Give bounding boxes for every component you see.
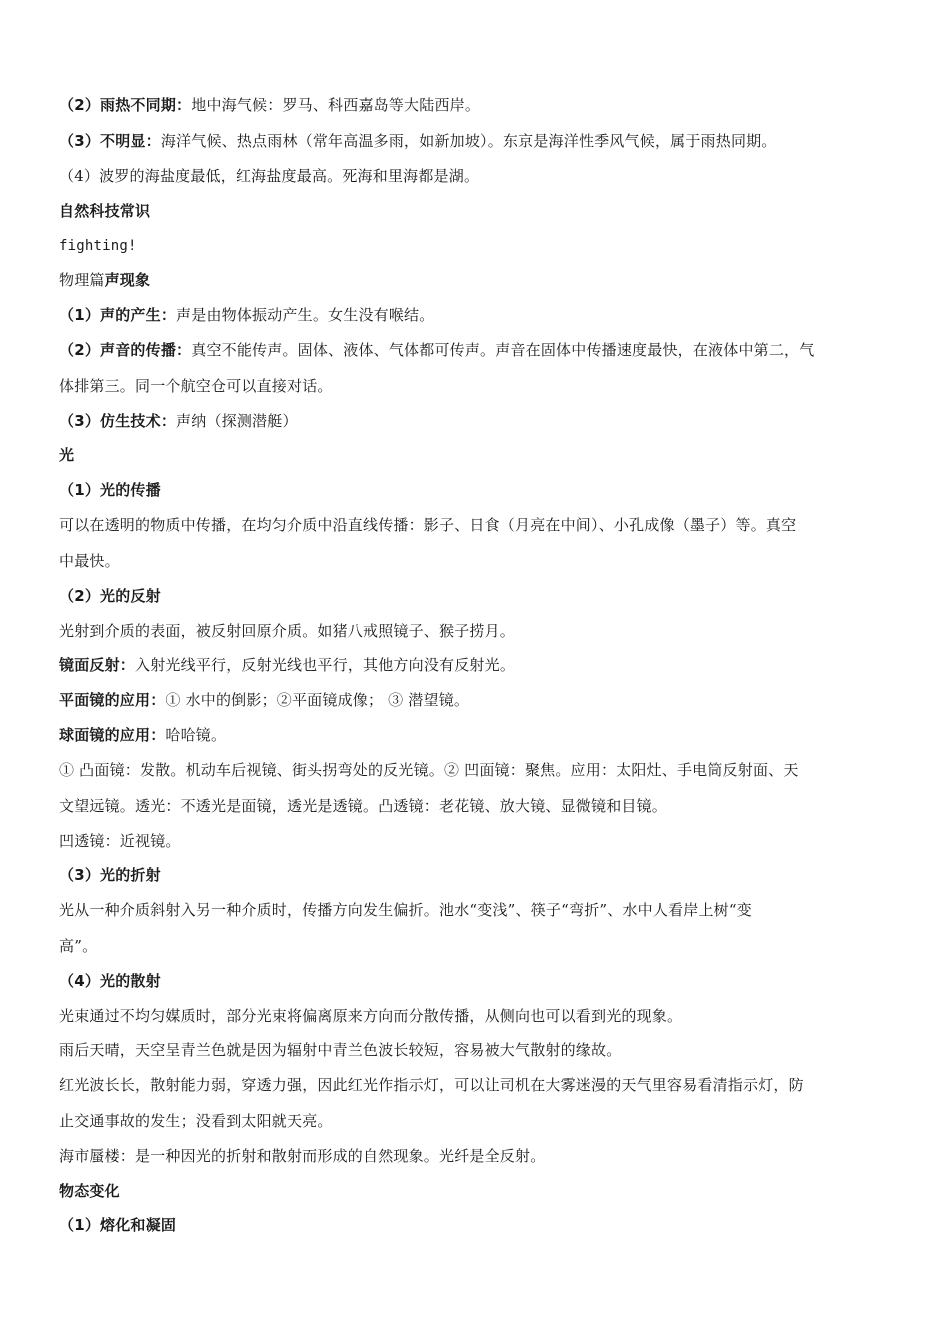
section-heading-science: 自然科技常识	[59, 202, 151, 220]
light-sub-4: （4）光的散射	[59, 972, 161, 990]
light-sub-2: （2）光的反射	[59, 587, 161, 605]
light-sub-3: （3）光的折射	[59, 866, 161, 884]
scattering-text-2: 雨后天晴，天空呈青兰色就是因为辐射中青兰色波长较短，容易被大气散射的缘故。	[59, 1041, 622, 1059]
concave-lens: 凹透镜：近视镜。	[59, 832, 181, 850]
sound-item-1: （1）声的产生：声是由物体振动产生。女生没有喉结。	[59, 306, 435, 324]
phase-sub-1: （1）熔化和凝固	[59, 1216, 177, 1234]
sound-item-3: （3）仿生技术：声纳（探测潜艇）	[59, 412, 298, 430]
mirage-text: 海市蜃楼：是一种因光的折射和散射而形成的自然现象。光纤是全反射。	[59, 1147, 546, 1165]
climate-item-3: （3）不明显：海洋气候、热点雨林（常年高温多雨，如新加坡）。东京是海洋性季风气候，属于雨热同期。	[59, 132, 777, 150]
light-propagation-text: 可以在透明的物质中传播，在均匀介质中沿直线传播：影子、日食（月亮在中间）、小孔成像（墨子）等。真空	[59, 516, 797, 534]
convex-concave-text: ① 凸面镜：发散。机动车后视镜、街头拐弯处的反光镜。② 凹面镜：聚焦。应用：太阳灶、手电筒反射面、天	[59, 761, 799, 779]
scattering-text-3-cont: 止交通事故的发生；没看到太阳就天亮。	[59, 1112, 333, 1130]
refraction-text: 光从一种介质斜射入另一种介质时，传播方向发生偏折。池水“变浅”、筷子“弯折”、水中人看岸上树“变	[59, 901, 752, 919]
reflection-text: 光射到介质的表面，被反射回原介质。如猪八戒照镜子、猴子捞月。	[59, 622, 516, 640]
light-propagation-cont: 中最快。	[59, 552, 120, 570]
spherical-mirror-uses: 球面镜的应用：哈哈镜。	[59, 726, 227, 744]
scattering-text-3: 红光波长长，散射能力弱，穿透力强，因此红光作指示灯，可以让司机在大雾迷漫的天气里容易看清指示灯，防	[59, 1076, 804, 1094]
scattering-text-1: 光束通过不均匀媒质时，部分光束将偏离原来方向而分散传播，从侧向也可以看到光的现象。	[59, 1007, 683, 1025]
sound-item-2-cont: 体排第三。同一个航空仓可以直接对话。	[59, 377, 333, 395]
climate-item-4: （4）波罗的海盐度最低，红海盐度最高。死海和里海都是湖。	[59, 167, 480, 185]
physics-sound-heading: 物理篇声现象	[59, 271, 151, 289]
section-heading-light: 光	[59, 446, 75, 464]
climate-item-2: （2）雨热不同期：地中海气候：罗马、科西嘉岛等大陆西岸。	[59, 96, 481, 114]
fighting-line: fighting!	[59, 238, 137, 254]
light-sub-1: （1）光的传播	[59, 481, 161, 499]
refraction-cont: 高”。	[59, 937, 98, 955]
convex-concave-cont: 文望远镜。透光：不透光是面镜，透光是透镜。凸透镜：老花镜、放大镜、显微镜和目镜。	[59, 797, 668, 815]
sound-item-2: （2）声音的传播：真空不能传声。固体、液体、气体都可传声。声音在固体中传播速度最快，在液体中第二，气	[59, 341, 815, 359]
section-heading-phase-change: 物态变化	[59, 1182, 120, 1200]
plane-mirror-uses: 平面镜的应用：① 水中的倒影；②平面镜成像； ③ 潜望镜。	[59, 691, 470, 709]
mirror-reflection: 镜面反射：入射光线平行，反射光线也平行，其他方向没有反射光。	[59, 656, 516, 674]
